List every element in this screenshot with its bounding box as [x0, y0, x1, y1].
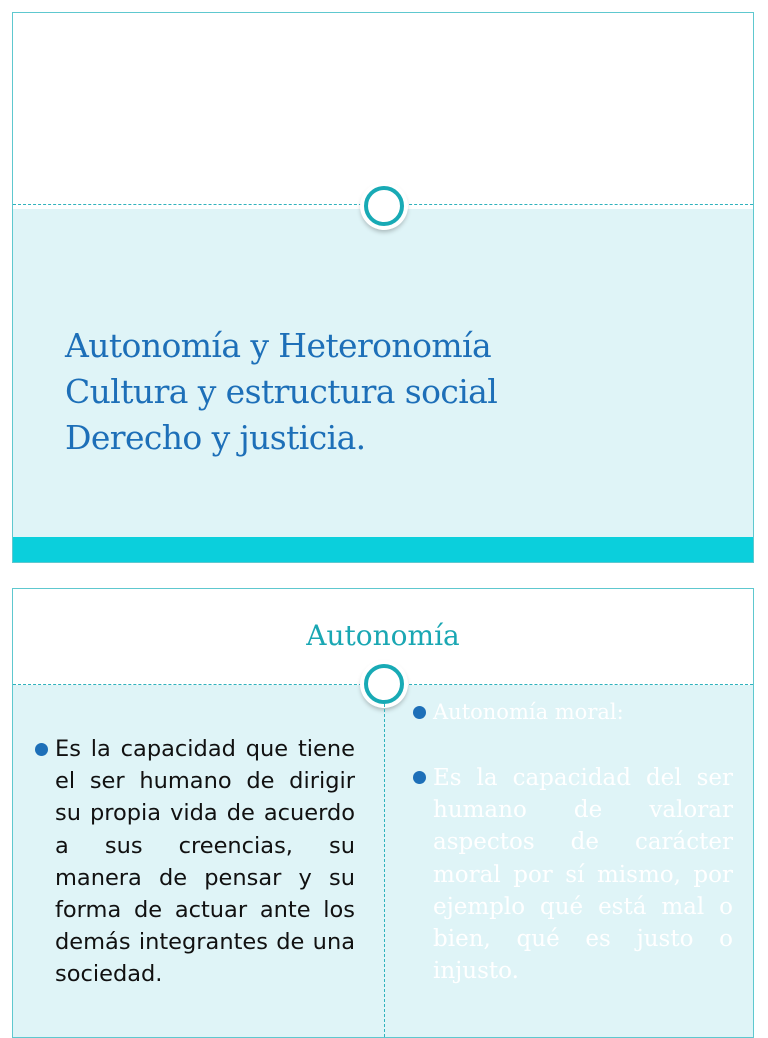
list-item [413, 697, 733, 727]
circle-ornament-icon [364, 186, 404, 226]
column-divider [384, 704, 385, 1037]
slide-2-title: Autonomía [306, 619, 460, 652]
circle-ornament-icon [364, 664, 404, 704]
title-line: Autonomía y Heteronomía [65, 326, 492, 365]
slide-1-title [65, 323, 497, 461]
left-column [35, 733, 355, 991]
title-line: Cultura y estructura social [65, 372, 498, 411]
accent-bar [13, 537, 753, 562]
list-item [35, 733, 355, 991]
title-line: Derecho y justicia. [65, 418, 366, 457]
slide-1 [12, 12, 754, 563]
bullet-text: Es la capacidad del ser humano de valorar aspectos de carácter moral por sí mismo, por ejemplo qué está mal o bien, qué es justo o injusto. [433, 765, 733, 985]
bullet-icon [413, 771, 426, 784]
bullet-icon [35, 743, 48, 756]
slide-2 [12, 588, 754, 1038]
bullet-text: Es la capacidad que tiene el ser humano de dirigir su propia vida de acuerdo a sus creencias, su manera de pensar y su forma de actuar ante los demás integrantes de una sociedad. [55, 736, 355, 988]
bullet-heading: Autonomía moral: [433, 700, 624, 724]
list-item [413, 762, 733, 987]
bullet-icon [413, 706, 426, 719]
right-column [413, 697, 733, 987]
